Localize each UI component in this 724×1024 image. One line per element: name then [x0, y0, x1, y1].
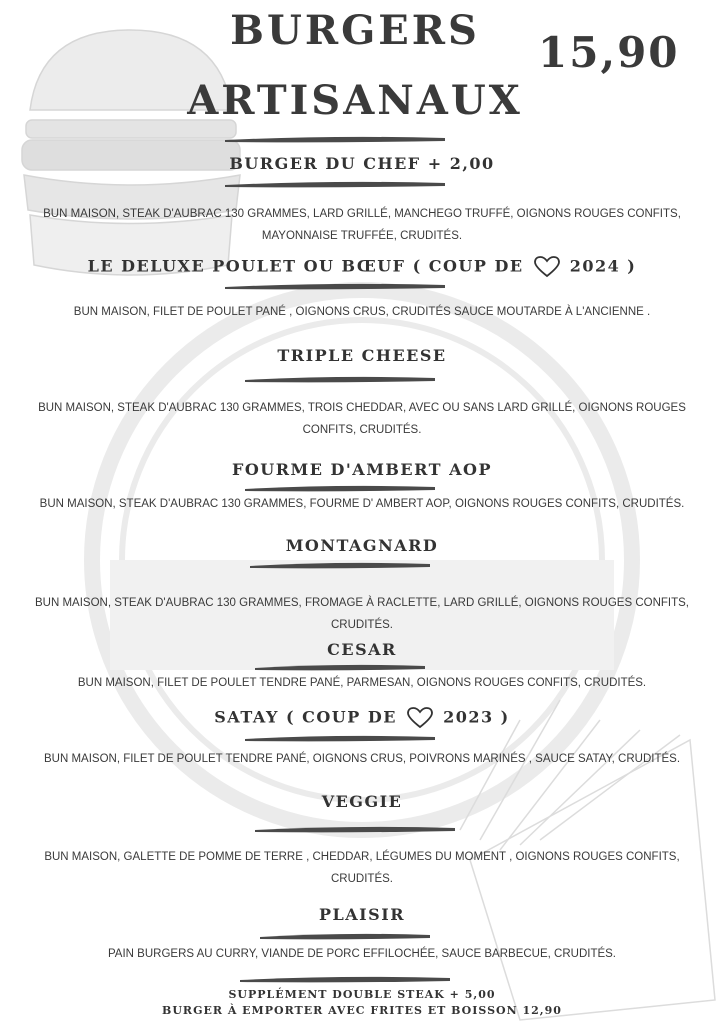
item-title-text: LE DELUXE POULET OU BŒUF ( COUP DE [87, 256, 524, 276]
item-title-suffix: 2024 ) [569, 256, 637, 276]
item-title-text: BURGER DU CHEF [229, 154, 421, 173]
divider-stroke [245, 734, 435, 742]
menu-item-title [0, 905, 724, 924]
menu-item-description [10, 493, 714, 515]
item-title-text: PLAISIR [318, 905, 405, 924]
divider-stroke [240, 975, 450, 983]
desc-line: BUN MAISON, STEAK D'AUBRAC 130 GRAMMES, TROIS CHEDDAR, AVEC OU SANS LARD GRILLÉ, OIGNONS ROUGES [38, 402, 686, 414]
desc-line: BUN MAISON, FILET DE POULET PANÉ , OIGNONS CRUS, CRUDITÉS SAUCE MOUTARDE À L'ANCIENNE . [73, 306, 651, 318]
divider-stroke [260, 932, 430, 940]
item-title-suffix: + 2,00 [427, 154, 495, 173]
menu-price: 15,90 [538, 28, 680, 77]
desc-line: BUN MAISON, FILET DE POULET TENDRE PANÉ, PARMESAN, OIGNONS ROUGES CONFITS, CRUDITÉS. [77, 677, 647, 689]
divider-stroke [225, 180, 445, 188]
menu-item-title [0, 536, 724, 555]
heart-icon [407, 707, 433, 729]
divider-stroke [225, 282, 445, 290]
menu-item-description [10, 672, 714, 694]
desc-line: CONFITS, CRUDITÉS. [302, 424, 422, 436]
footer-supplement: SUPPLÉMENT DOUBLE STEAK + 5,00 [228, 988, 496, 1001]
menu-item-description [10, 846, 714, 890]
menu-item-title [0, 640, 724, 659]
menu-item-title [0, 154, 724, 173]
desc-line: BUN MAISON, GALETTE DE POMME DE TERRE , CHEDDAR, LÉGUMES DU MOMENT , OIGNONS ROUGES CONFITS, [44, 851, 680, 863]
divider-stroke [250, 561, 430, 569]
desc-line: MAYONNAISE TRUFFÉE, CRUDITÉS. [261, 230, 463, 242]
menu-item-description [10, 301, 714, 323]
menu-item-description [10, 397, 714, 441]
menu-title-line2: ARTISANAUX [187, 77, 523, 124]
menu-item-title [0, 792, 724, 811]
item-title-text: MONTAGNARD [285, 536, 439, 555]
divider-stroke [245, 484, 435, 492]
item-title-text: VEGGIE [321, 792, 403, 811]
item-title-text: TRIPLE CHEESE [277, 346, 447, 365]
heart-icon [534, 256, 560, 278]
menu-item-description [10, 592, 714, 636]
footer-takeaway: BURGER À EMPORTER AVEC FRITES ET BOISSON 12,90 [162, 1004, 562, 1017]
item-title-suffix: 2023 ) [443, 707, 510, 727]
item-title-text: SATAY ( COUP DE [214, 707, 397, 727]
desc-line: BUN MAISON, STEAK D'AUBRAC 130 GRAMMES, FOURME D' AMBERT AOP, OIGNONS ROUGES CONFITS, CRUDITÉS. [39, 498, 685, 510]
divider-stroke [245, 375, 435, 383]
divider-stroke [255, 825, 455, 833]
divider-stroke [255, 663, 425, 671]
menu-item-title [0, 346, 724, 365]
menu-item-description [10, 203, 714, 247]
menu-item-description [10, 748, 714, 770]
menu-item-title [0, 256, 724, 278]
item-title-text: FOURME D'AMBERT AOP [231, 460, 492, 479]
menu-item-title [0, 707, 724, 729]
desc-line: PAIN BURGERS AU CURRY, VIANDE DE PORC EFFILOCHÉE, SAUCE BARBECUE, CRUDITÉS. [107, 948, 617, 960]
desc-line: BUN MAISON, STEAK D'AUBRAC 130 GRAMMES, LARD GRILLÉ, MANCHEGO TRUFFÉ, OIGNONS ROUGES CONFITS, [43, 208, 681, 220]
menu-title-line1: BURGERS [230, 7, 480, 54]
item-title-text: CESAR [327, 640, 397, 659]
divider-stroke [225, 135, 445, 143]
desc-line: BUN MAISON, FILET DE POULET TENDRE PANÉ, OIGNONS CRUS, POIVRONS MARINÉS , SAUCE SATAY, CRUDITÉS. [43, 753, 681, 765]
menu-item-title [0, 460, 724, 479]
desc-line: CRUDITÉS. [331, 873, 393, 885]
desc-line: BUN MAISON, STEAK D'AUBRAC 130 GRAMMES, FROMAGE À RACLETTE, LARD GRILLÉ, OIGNONS ROUGES CONFITS, [35, 597, 689, 609]
desc-line: CRUDITÉS. [331, 619, 393, 631]
menu-item-description [10, 943, 714, 965]
